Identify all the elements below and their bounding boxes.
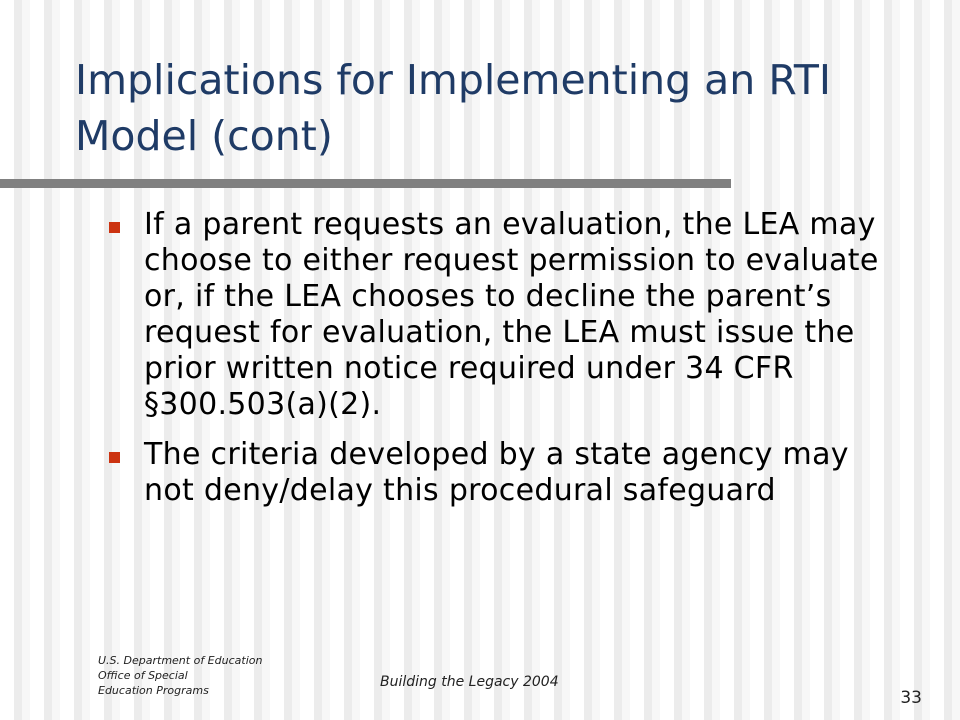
square-bullet-icon: [109, 452, 120, 463]
footer-organization: [98, 653, 318, 698]
square-bullet-icon: [109, 222, 120, 233]
footer-org-line: Education Programs: [98, 684, 209, 697]
bullet-text: If a parent requests an evaluation, the LEA may choose to either request permission to evaluate or, if the LEA chooses to decline the parent’s request for evaluation, the LEA must issue the prior written notice required under 34 CFR §300.503(a)(2).: [144, 207, 879, 422]
footer-org-line: U.S. Department of Education: [98, 654, 263, 667]
footer-org-line: Office of Special: [98, 669, 188, 682]
bullet-item: [104, 437, 894, 509]
footer-center-text: Building the Legacy 2004: [380, 674, 559, 690]
bullet-list: [104, 207, 894, 523]
page-number: 33: [900, 688, 922, 708]
bullet-text: The criteria developed by a state agency may not deny/delay this procedural safeguard: [144, 437, 849, 508]
slide-title: Implications for Implementing an RTI Model (cont): [75, 56, 831, 160]
bullet-item: [104, 207, 894, 423]
title-divider: [0, 179, 731, 188]
